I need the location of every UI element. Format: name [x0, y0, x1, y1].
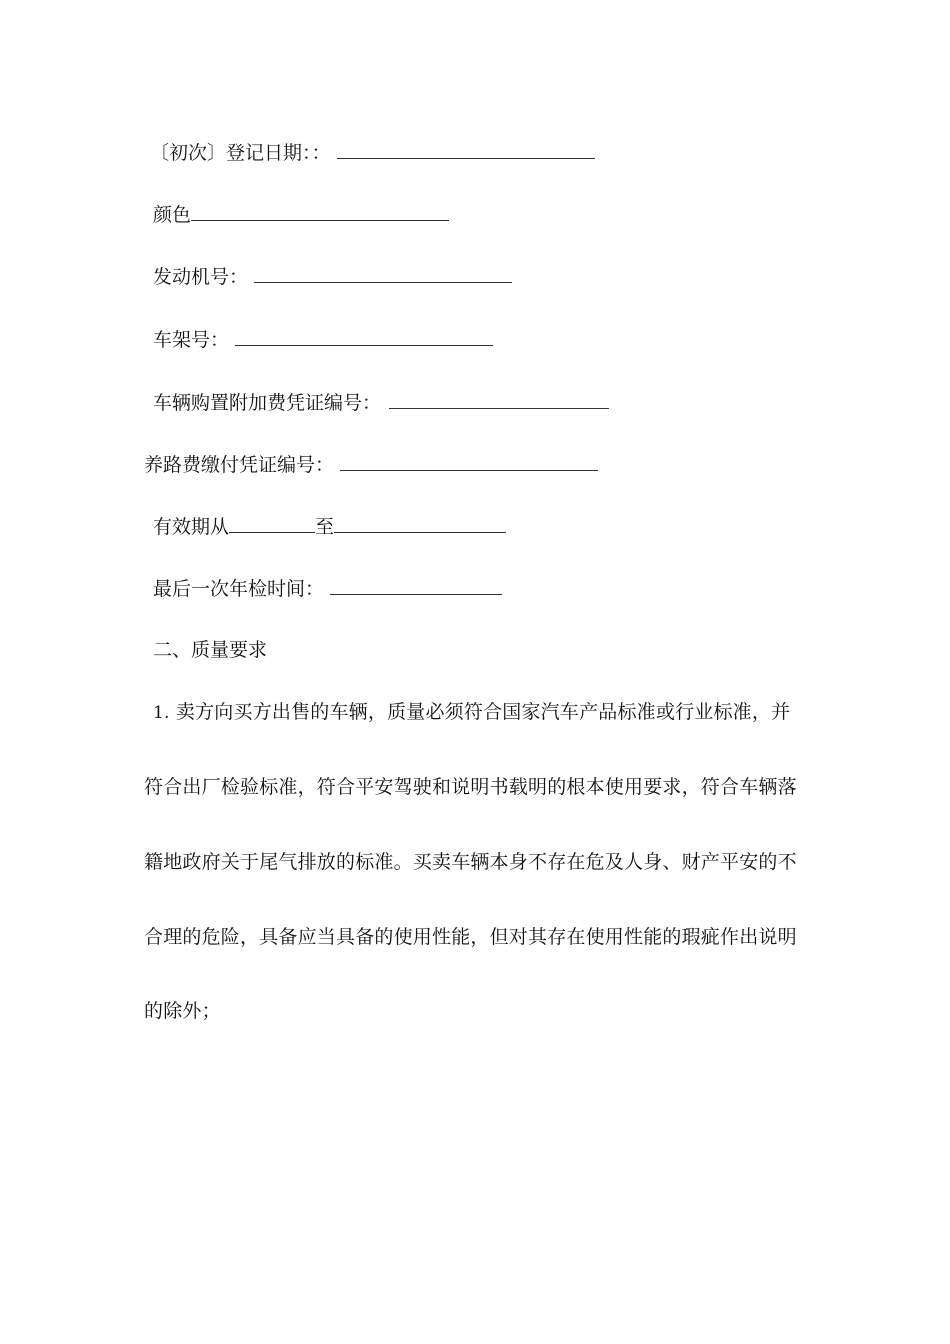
road-fee-label: 养路费缴付凭证编号： — [144, 454, 335, 476]
paragraph-line-4: 合理的危险，具备应当具备的使用性能，但对其存在使用性能的瑕疵作出说明 — [144, 926, 797, 948]
valid-to-blank — [334, 512, 506, 533]
color-row — [153, 200, 449, 228]
purchase-tax-row — [153, 388, 609, 416]
last-inspection-label: 最后一次年检时间： — [153, 578, 325, 600]
engine-no-row — [153, 262, 512, 290]
purchase-tax-label: 车辆购置附加费凭证编号： — [153, 392, 382, 414]
paragraph-number: 1. — [153, 703, 170, 723]
paragraph-line-2: 符合出厂检验标准，符合平安驾驶和说明书载明的根本使用要求，符合车辆落 — [144, 776, 797, 798]
road-fee-row — [144, 450, 598, 478]
engine-no-label: 发动机号： — [153, 266, 249, 288]
last-inspection-row — [153, 574, 502, 602]
register-date-row — [150, 138, 595, 166]
color-blank — [191, 200, 449, 221]
register-date-blank — [337, 138, 595, 159]
frame-no-blank — [235, 325, 493, 346]
purchase-tax-blank — [389, 388, 609, 409]
last-inspection-blank — [330, 574, 502, 595]
paragraph-line-3: 籍地政府关于尾气排放的标准。买卖车辆本身不存在危及人身、财产平安的不 — [144, 851, 797, 873]
frame-no-label: 车架号： — [153, 329, 230, 351]
frame-no-row — [153, 325, 493, 353]
valid-period-row — [153, 512, 506, 540]
section-heading: 二、质量要求 — [153, 639, 268, 661]
valid-from-blank — [229, 512, 315, 533]
paragraph-line-5: 的除外； — [144, 1000, 221, 1022]
valid-to-label: 至 — [315, 516, 335, 538]
register-date-label: 〔初次〕登记日期：： — [150, 142, 331, 164]
color-label: 颜色 — [153, 204, 192, 226]
engine-no-blank — [254, 262, 512, 283]
paragraph-line-1-text: 卖方向买方出售的车辆，质量必须符合国家汽车产品标准或行业标准，并 — [175, 701, 791, 723]
valid-from-label: 有效期从 — [153, 516, 230, 538]
paragraph-line-1 — [153, 699, 790, 726]
road-fee-blank — [340, 450, 598, 471]
